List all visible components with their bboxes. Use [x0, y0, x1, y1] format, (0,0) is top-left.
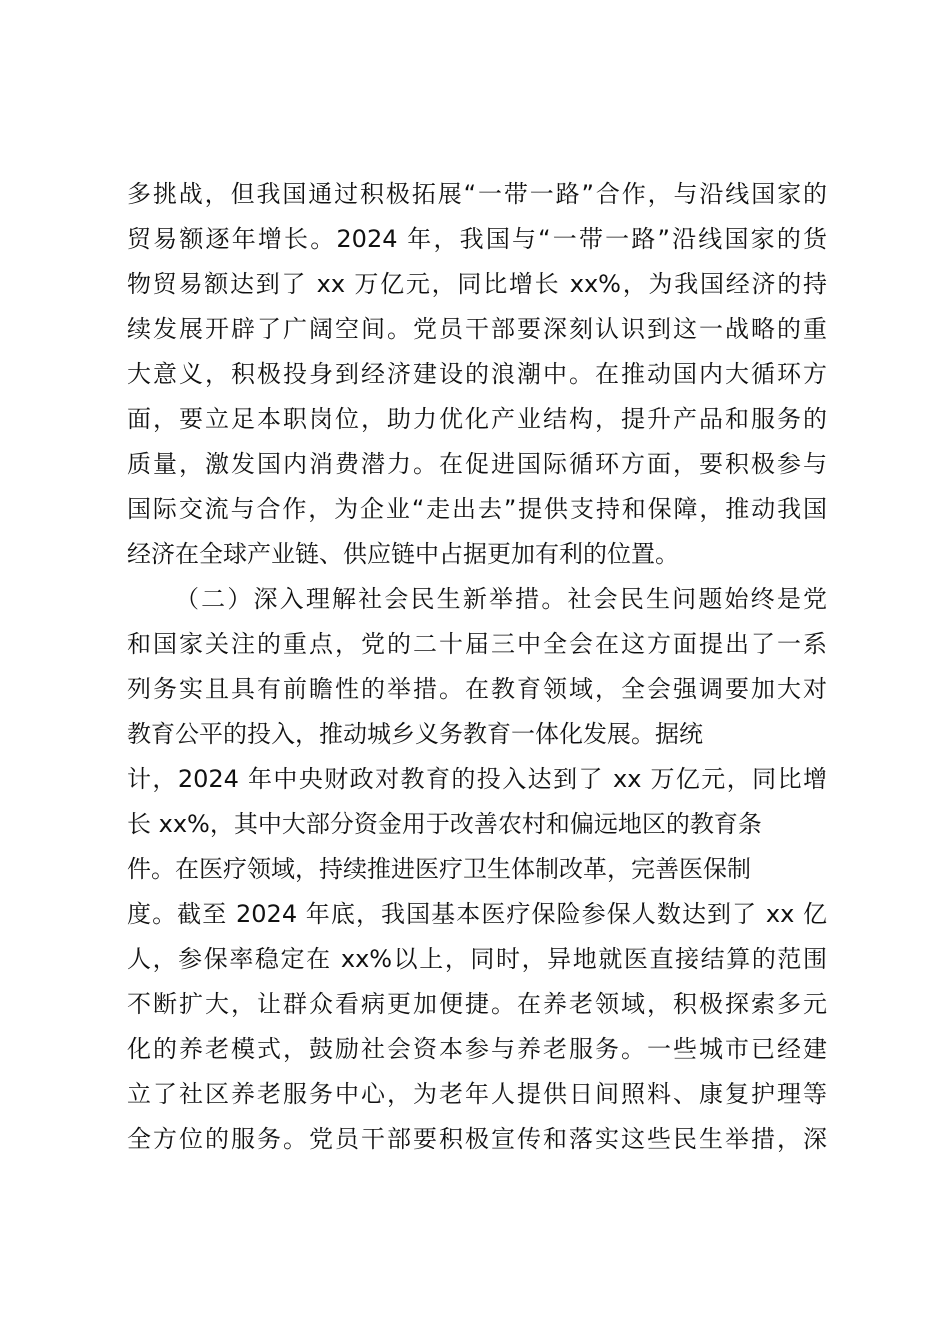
- text-line: 人，参保率稳定在 xx%以上，同时，异地就医直接结算的范围: [127, 945, 827, 973]
- text-line: 长 xx%，其中大部分资金用于改善农村和偏远地区的教育条: [127, 810, 762, 838]
- text-line: 教育公平的投入，推动城乡义务教育一体化发展。据统: [127, 720, 703, 748]
- text-line: 续发展开辟了广阔空间。党员干部要深刻认识到这一战略的重: [127, 315, 827, 343]
- text-line: 面，要立足本职岗位，助力优化产业结构，提升产品和服务的: [127, 405, 827, 433]
- paragraph-end-line: 经济在全球产业链、供应链中占据更加有利的位置。: [127, 540, 679, 568]
- text-line: 物贸易额达到了 xx 万亿元，同比增长 xx%，为我国经济的持: [127, 270, 827, 298]
- text-line: 质量，激发国内消费潜力。在促进国际循环方面，要积极参与: [127, 450, 827, 478]
- text-line: 化的养老模式，鼓励社会资本参与养老服务。一些城市已经建: [127, 1035, 827, 1063]
- document-body: [127, 172, 827, 1162]
- text-line: 全方位的服务。党员干部要积极宣传和落实这些民生举措，深: [127, 1125, 827, 1153]
- text-line: 列务实且具有前瞻性的举措。在教育领域，全会强调要加大对: [127, 675, 827, 703]
- text-line: 和国家关注的重点，党的二十届三中全会在这方面提出了一系: [127, 630, 827, 658]
- text-line: 大意义，积极投身到经济建设的浪潮中。在推动国内大循环方: [127, 360, 827, 388]
- text-line: 立了社区养老服务中心，为老年人提供日间照料、康复护理等: [127, 1080, 827, 1108]
- text-line: 件。在医疗领域，持续推进医疗卫生体制改革，完善医保制: [127, 855, 751, 883]
- text-line: 不断扩大，让群众看病更加便捷。在养老领域，积极探索多元: [127, 990, 827, 1018]
- text-line: 贸易额逐年增长。2024 年，我国与“一带一路”沿线国家的货: [127, 225, 827, 253]
- section-heading-line: （二）深入理解社会民生新举措。社会民生问题始终是党: [175, 585, 827, 613]
- text-line: 计，2024 年中央财政对教育的投入达到了 xx 万亿元，同比增: [127, 765, 827, 793]
- text-line: 国际交流与合作，为企业“走出去”提供支持和保障，推动我国: [127, 495, 827, 523]
- text-line: 多挑战，但我国通过积极拓展“一带一路”合作，与沿线国家的: [127, 180, 827, 208]
- text-line: 度。截至 2024 年底，我国基本医疗保险参保人数达到了 xx 亿: [127, 900, 827, 928]
